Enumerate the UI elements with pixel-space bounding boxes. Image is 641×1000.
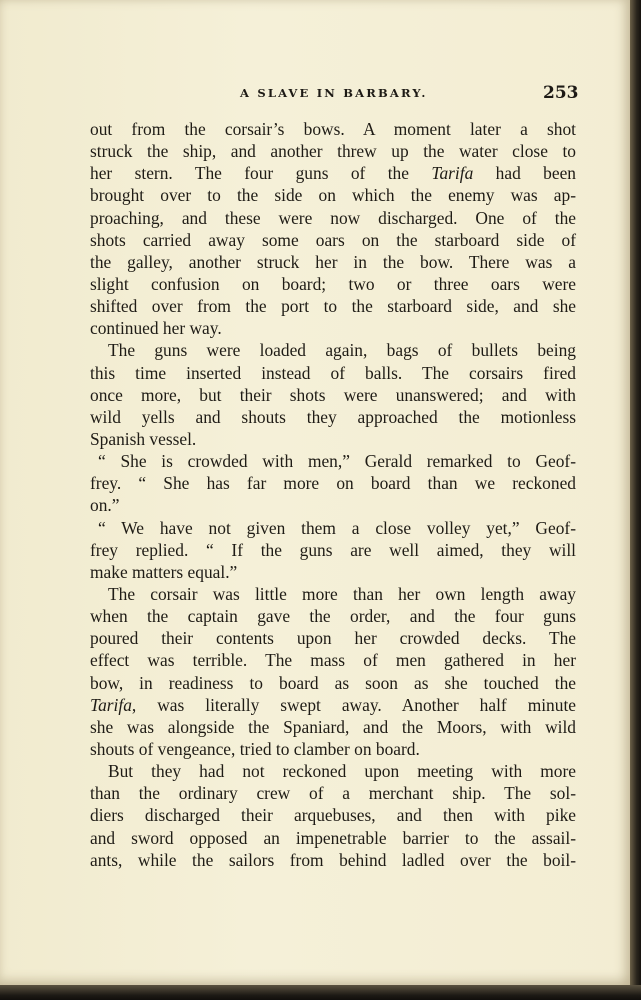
text-line: out from the corsair’s bows. A moment later a shot [90,119,576,139]
text-line: struck the ship, and another threw up the water close to [90,141,576,162]
text-line: Spanish vessel. [90,428,197,449]
page-edge-right [630,0,641,1000]
text-line: proaching, and these were now discharged. One of the [90,207,576,228]
text-line: bow, in readiness to board as soon as she touched the [90,672,576,693]
text-line: ants, while the sailors from behind ladled over the boil- [90,849,576,870]
text-line: The guns were loaded again, bags of bullets being [108,340,576,361]
text-line: diers discharged their arquebuses, and then with pike [90,805,576,826]
text-line: than the ordinary crew of a merchant ship. The sol- [90,783,576,804]
text-line: her stern. The four guns of the Tarifa had been [90,163,576,184]
page-number: 253 [543,83,579,103]
text-line: shots carried away some oars on the starboard side of [90,229,576,250]
text-line: frey. “ She has far more on board than we reckoned [90,473,576,494]
text-line: poured their contents upon her crowded decks. The [90,628,576,649]
text-line: make matters equal.” [90,561,238,582]
running-head: A SLAVE IN BARBARY. [240,86,428,100]
text-line: “ She is crowded with men,” Gerald remarked to Geof- [98,451,576,472]
text-line: wild yells and shouts they approached the motionless [90,406,576,427]
page-edge-bottom [0,985,641,1000]
text-line: continued her way. [90,318,222,339]
text-line: and sword opposed an impenetrable barrier to the assail- [90,827,576,848]
text-line: slight confusion on board; two or three oars were [90,273,576,294]
text-line: But they had not reckoned upon meeting with more [108,761,576,782]
text-line: Tarifa, was literally swept away. Another half minute [90,694,576,715]
text-line: brought over to the side on which the enemy was ap- [90,185,576,206]
text-line: she was alongside the Spaniard, and the Moors, with wild [90,716,576,737]
text-line: once more, but their shots were unanswered; and with [90,384,576,405]
text-line: this time inserted instead of balls. The corsairs fired [90,362,576,383]
text-line: effect was terrible. The mass of men gathered in her [90,650,576,671]
text-line: The corsair was little more than her own length away [108,583,576,604]
text-line: shifted over from the port to the starboard side, and she [90,296,576,317]
text-line: “ We have not given them a close volley yet,” Geof- [98,517,576,538]
text-line: when the captain gave the order, and the four guns [90,606,576,627]
text-line: shouts of vengeance, tried to clamber on board. [90,738,420,759]
text-line: on.” [90,495,120,516]
text-line: frey replied. “ If the guns are well aimed, they will [90,539,576,560]
text-line: the galley, another struck her in the bow. There was a [90,251,576,272]
body-text [90,118,576,871]
